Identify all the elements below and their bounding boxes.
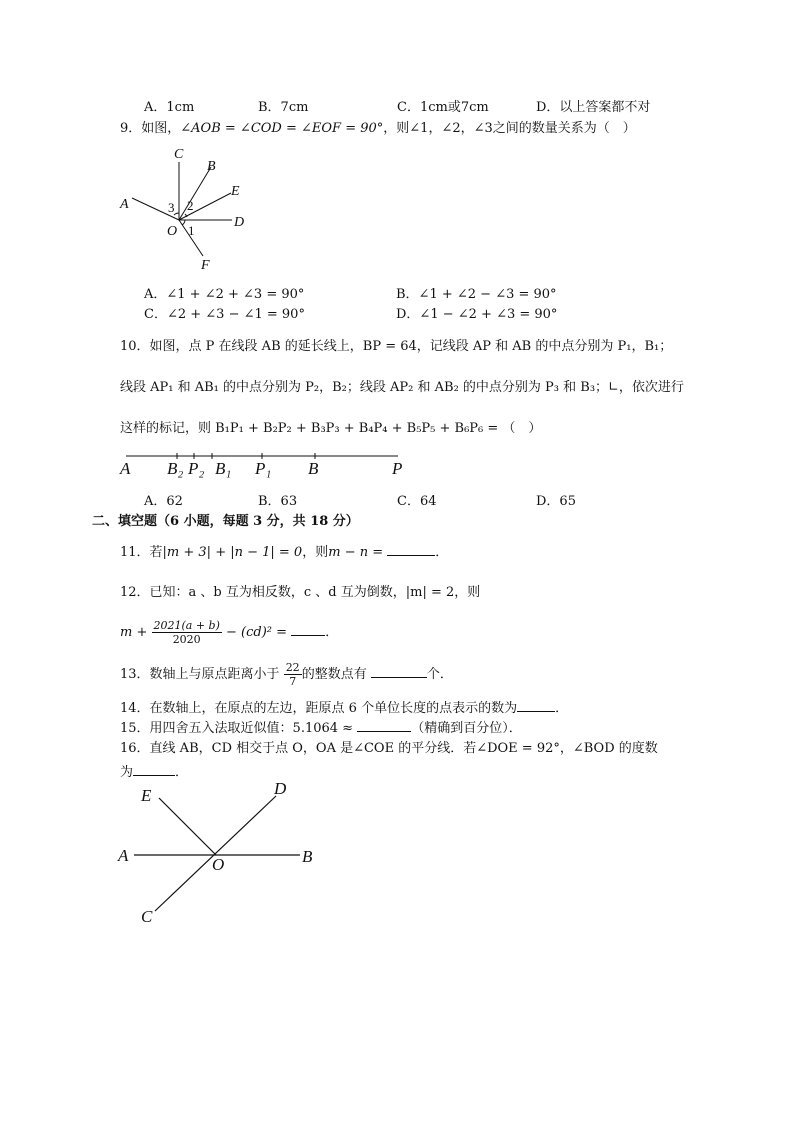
q11-math: |m + 3| + |n − 1| = 0 <box>162 545 303 560</box>
q9-stem-math: ∠AOB = ∠COD = ∠EOF = 90° <box>180 121 384 136</box>
q11-prefix: 11．若 <box>120 545 163 560</box>
label-angle-3: 3 <box>168 200 175 215</box>
q16-line2-prefix: 为 <box>120 765 134 780</box>
q12-line1: 12．已知：a 、b 互为相反数，c 、d 互为倒数，|m| = 2，则 <box>120 585 481 600</box>
q10-segment-figure <box>112 446 412 486</box>
q16-answer-blank[interactable] <box>133 763 175 776</box>
q12-end: ． <box>325 625 339 640</box>
q8-option-d: D．以上答案都不对 <box>536 100 651 115</box>
label-angle-2: 2 <box>187 198 194 213</box>
q13-mid: 的整数点有 <box>301 667 367 682</box>
q10-line1: 10．如图，点 P 在线段 AB 的延长线上，BP = 64，记线段 AP 和 AB 的中点分别为 P₁，B₁； <box>120 339 673 354</box>
q9-option-c: C．∠2 + ∠3 − ∠1 = 90° <box>144 307 305 322</box>
q12-line2 <box>120 618 338 648</box>
q12-fraction <box>152 619 222 646</box>
q13-end: 个． <box>426 667 453 682</box>
q13-frac-den: 7 <box>289 675 297 688</box>
label-c: C <box>174 147 184 162</box>
q14-text: 14．在数轴上，在原点的左边，距原点 6 个单位长度的点表示的数为 <box>120 701 518 716</box>
q10-line2: 线段 AP₁ 和 AB₁ 的中点分别为 P₂，B₂；线段 AP₂ 和 AB₂ 的中点分别为 P₃ 和 B₃；∟，依次进行 <box>120 380 684 395</box>
q13-prefix: 13．数轴上与原点距离小于 <box>120 667 280 682</box>
q15-answer-blank[interactable] <box>357 719 411 732</box>
seg-label-p: P <box>392 459 403 478</box>
label-angle-1: 1 <box>188 223 195 238</box>
label-f: F <box>201 258 210 273</box>
fig16-label-e: E <box>141 786 152 805</box>
q15 <box>120 719 522 737</box>
label-d: D <box>234 215 245 230</box>
seg-label-b2: B₂ <box>167 459 184 478</box>
seg-label-b: B <box>308 459 319 478</box>
label-o: O <box>167 224 178 239</box>
fig16-label-o: O <box>212 855 225 874</box>
q11-mid: ，则 <box>302 545 329 560</box>
q16-lines-figure <box>112 777 322 927</box>
q9-stem-suffix: ，则∠1，∠2，∠3之间的数量关系为（ ） <box>383 121 636 136</box>
label-a: A <box>120 197 129 212</box>
label-e: E <box>231 184 240 199</box>
q9-stem-prefix: 9．如图， <box>120 121 181 136</box>
seg-label-p1: P₁ <box>255 459 272 478</box>
seg-label-a: A <box>120 459 131 478</box>
q11 <box>120 543 448 561</box>
q12-frac-den: 2020 <box>172 633 201 646</box>
q8-option-c: C．1cm或7cm <box>397 100 489 115</box>
angle-arc-1 <box>182 220 185 225</box>
q9-angle-figure <box>112 142 262 276</box>
q10-line3: 这样的标记，则 B₁P₁ + B₂P₂ + B₃P₃ + B₄P₄ + B₅P₅ + B₆P₆ = （ ） <box>120 421 542 436</box>
q11-ask: m − n = <box>328 545 384 560</box>
angle-arc-3 <box>174 213 179 215</box>
q15-end: （精确到百分位）． <box>411 721 522 736</box>
q11-end: ． <box>435 545 449 560</box>
q8-option-b: B．7cm <box>258 100 309 115</box>
q9-option-d: D．∠1 − ∠2 + ∠3 = 90° <box>396 307 558 322</box>
ray-oe <box>159 798 216 855</box>
q9-option-b: B．∠1 + ∠2 − ∠3 = 90° <box>396 287 557 302</box>
q10-option-d: D．65 <box>536 494 576 509</box>
fig16-label-a: A <box>118 846 129 865</box>
q14 <box>120 699 568 717</box>
q13-answer-blank[interactable] <box>371 665 427 678</box>
q15-prefix: 15．用四舍五入法取近似值：5.1064 ≈ <box>120 721 354 736</box>
q16-end: ． <box>175 765 189 780</box>
line-cd <box>155 796 276 911</box>
fig16-label-c: C <box>141 907 153 926</box>
q10-option-a: A．62 <box>144 494 183 509</box>
seg-label-p2: P₂ <box>188 459 205 478</box>
q12-m-plus: m + <box>120 625 148 640</box>
label-b: B <box>207 159 216 174</box>
q13-frac-num: 22 <box>285 661 300 674</box>
q13-fraction <box>284 661 302 688</box>
q14-end: ． <box>555 701 569 716</box>
q8-option-a: A．1cm <box>144 100 195 115</box>
q9-option-a: A．∠1 + ∠2 + ∠3 = 90° <box>144 287 305 302</box>
q10-option-c: C．64 <box>397 494 437 509</box>
q11-answer-blank[interactable] <box>387 543 435 556</box>
q16-line1: 16．直线 AB，CD 相交于点 O，OA 是∠COE 的平分线．若∠DOE = 92°，∠BOD 的度数 <box>120 741 658 756</box>
q14-answer-blank[interactable] <box>517 699 555 712</box>
q9-stem <box>120 121 636 137</box>
fig16-label-b: B <box>302 847 313 866</box>
q10-option-b: B．63 <box>258 494 298 509</box>
q12-frac-num: 2021(a + b) <box>153 619 220 632</box>
q12-tail: − (cd)² = <box>226 625 288 640</box>
seg-label-b1: B₁ <box>215 459 232 478</box>
q13 <box>120 660 453 690</box>
fig16-label-d: D <box>274 779 287 798</box>
section2-title: 二、填空题（6 小题，每题 3 分，共 18 分） <box>92 514 359 529</box>
q12-answer-blank[interactable] <box>291 623 325 636</box>
